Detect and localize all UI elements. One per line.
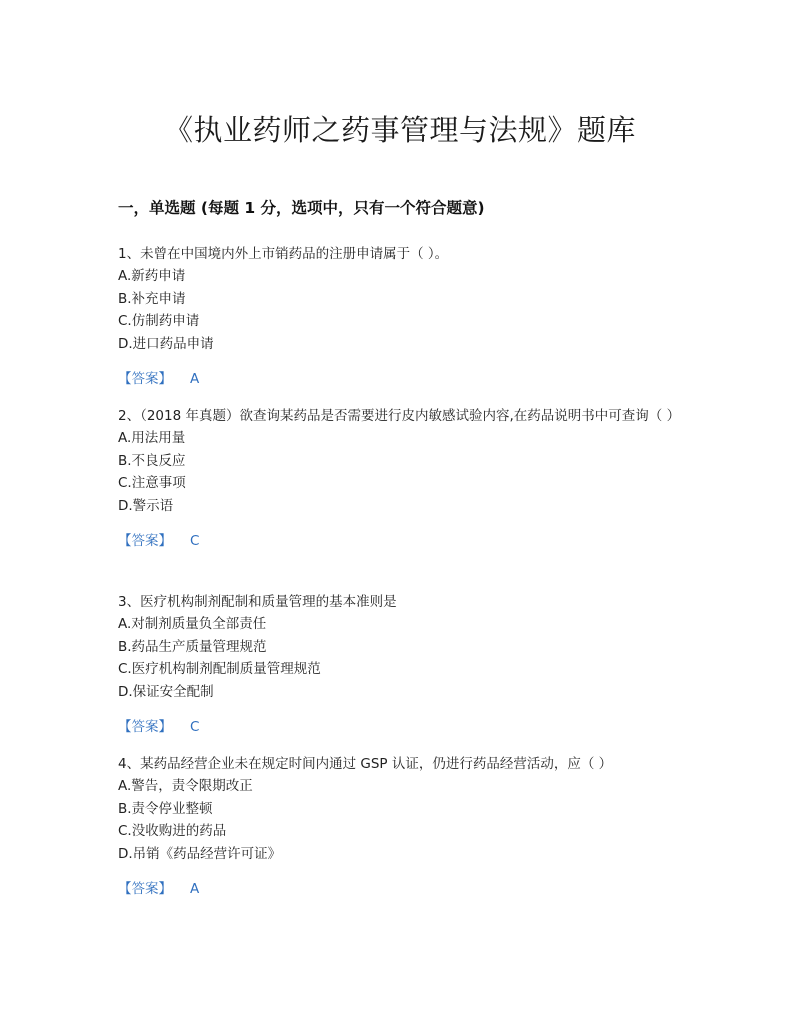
option-c: C.没收购进的药品 — [118, 823, 227, 839]
question-stem: 3、医疗机构制剂配制和质量管理的基本准则是 — [118, 594, 397, 610]
answer-value: C — [190, 533, 200, 549]
option-a: A.新药申请 — [118, 268, 186, 284]
question-stem: 2、（2018 年真题）欲查询某药品是否需要进行皮内敏感试验内容,在药品说明书中可查询（ ） — [118, 408, 681, 424]
option-d: D.警示语 — [118, 497, 174, 514]
option-b: B.药品生产质量管理规范 — [118, 638, 267, 655]
option-a: A.警告，责令限期改正 — [118, 778, 253, 794]
answer-row — [118, 878, 693, 900]
answer-label: 【答案】 — [118, 719, 172, 735]
option-c: C.注意事项 — [118, 475, 186, 491]
answer-row — [118, 716, 693, 738]
question-3 — [118, 591, 693, 738]
option-b: B.不良反应 — [118, 452, 186, 469]
answer-value: C — [190, 719, 200, 735]
option-c: C.仿制药申请 — [118, 313, 200, 329]
option-d: D.吊销《药品经营许可证》 — [118, 845, 282, 862]
answer-row — [118, 368, 693, 390]
question-1 — [118, 243, 693, 390]
option-a: A.用法用量 — [118, 430, 186, 446]
option-a: A.对制剂质量负全部责任 — [118, 616, 267, 632]
answer-label: 【答案】 — [118, 881, 172, 897]
section-heading: 一，单选题 (每题 1 分，选项中，只有一个符合题意) — [118, 199, 485, 217]
option-c: C.医疗机构制剂配制质量管理规范 — [118, 661, 321, 677]
question-stem: 1、未曾在中国境内外上市销药品的注册申请属于（ ）。 — [118, 246, 449, 262]
option-d: D.进口药品申请 — [118, 335, 214, 352]
answer-value: A — [190, 881, 200, 897]
option-d: D.保证安全配制 — [118, 683, 214, 700]
option-b: B.补充申请 — [118, 290, 186, 307]
question-4 — [118, 753, 693, 900]
document-title: 《执业药师之药事管理与法规》题库 — [163, 113, 636, 147]
answer-label: 【答案】 — [118, 371, 172, 387]
answer-value: A — [190, 371, 200, 387]
answer-label: 【答案】 — [118, 533, 172, 549]
answer-row — [118, 530, 693, 552]
question-2 — [118, 405, 693, 552]
question-stem: 4、某药品经营企业未在规定时间内通过 GSP 认证，仍进行药品经营活动，应（ ） — [118, 756, 613, 772]
option-b: B.责令停业整顿 — [118, 800, 213, 817]
